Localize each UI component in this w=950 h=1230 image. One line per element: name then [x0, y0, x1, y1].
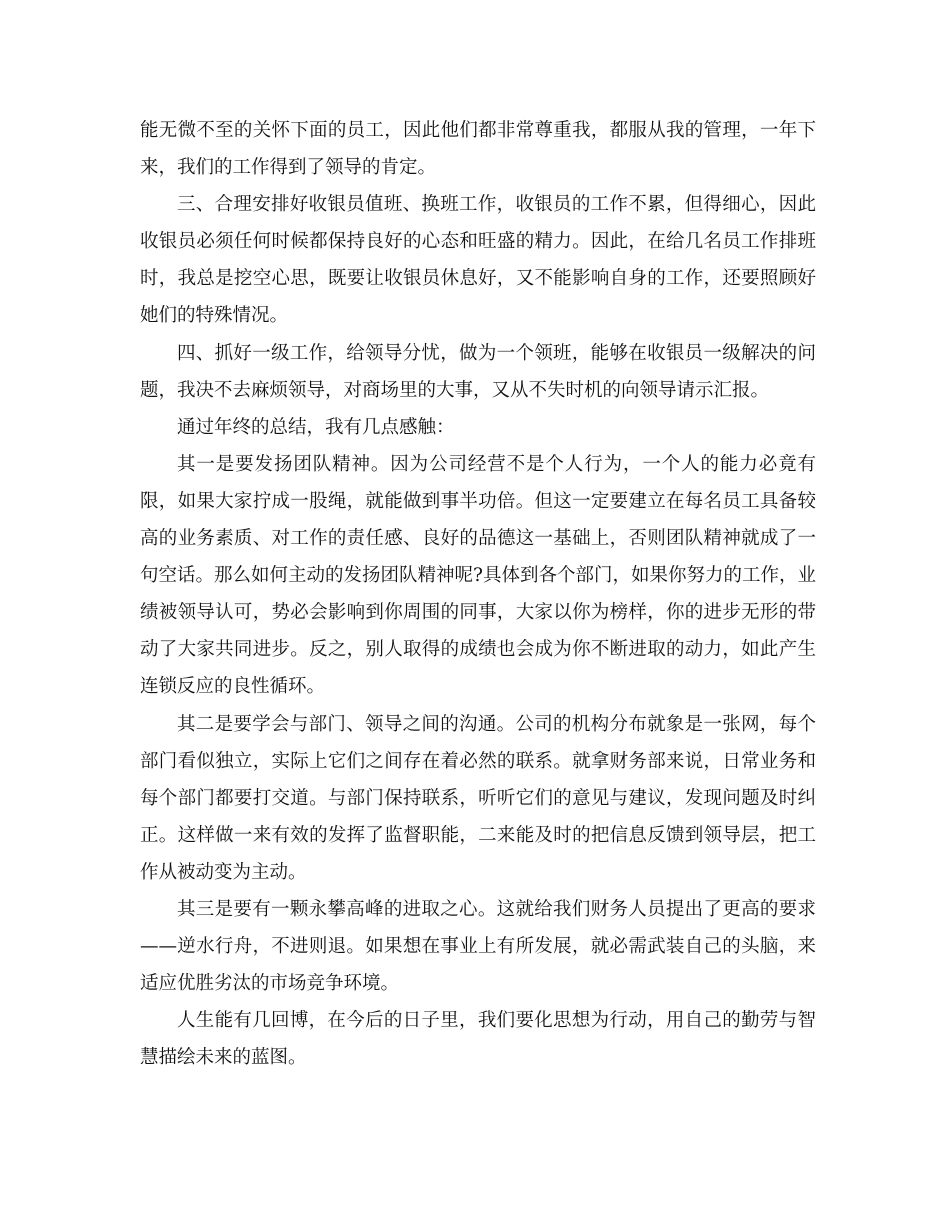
paragraph-closing: 人生能有几回博，在今后的日子里，我们要化思想为行动，用自己的勤劳与智慧描绘未来的蓝图。 — [140, 1010, 816, 1069]
paragraph-point-three: 三、合理安排好收银员值班、换班工作，收银员的工作不累，但得细心，因此收银员必须任何时候都保持良好的心态和旺盛的精力。因此，在给几名员工作排班时，我总是挖空心思，既要让收银员休息好，又不能影响自身的工作，还要照顾好她们的特殊情况。 — [140, 194, 816, 327]
paragraph-continuation: 能无微不至的关怀下面的员工，因此他们都非常尊重我，都服从我的管理，一年下来，我们的工作得到了领导的肯定。 — [140, 120, 816, 179]
paragraph-point-four: 四、抓好一级工作，给领导分忧，做为一个领班，能够在收银员一级解决的问题，我决不去麻烦领导，对商场里的大事，又从不失时机的向领导请示汇报。 — [140, 342, 816, 401]
paragraph-insight-three: 其三是要有一颗永攀高峰的进取之心。这就给我们财务人员提出了更高的要求——逆水行舟，不进则退。如果想在事业上有所发展，就必需武装自己的头脑，来适应优胜劣汰的市场竞争环境。 — [140, 898, 816, 995]
paragraph-summary-intro: 通过年终的总结，我有几点感触： — [177, 416, 455, 438]
document-body — [140, 112, 816, 1076]
paragraph-insight-two: 其二是要学会与部门、领导之间的沟通。公司的机构分布就象是一张网，每个部门看似独立，实际上它们之间存在着必然的联系。就拿财务部来说，日常业务和每个部门都要打交道。与部门保持联系，听听它们的意见与建议，发现问题及时纠正。这样做一来有效的发挥了监督职能，二来能及时的把信息反馈到领导层，把工作从被动变为主动。 — [140, 713, 816, 883]
paragraph-insight-one: 其一是要发扬团队精神。因为公司经营不是个人行为，一个人的能力必竟有限，如果大家拧成一股绳，就能做到事半功倍。但这一定要建立在每名员工具备较高的业务素质、对工作的责任感、良好的品德这一基础上，否则团队精神就成了一句空话。那么如何主动的发扬团队精神呢?具体到各个部门，如果你努力的工作，业绩被领导认可，势必会影响到你周围的同事，大家以你为榜样，你的进步无形的带动了大家共同进步。反之，别人取得的成绩也会成为你不断进取的动力，如此产生连锁反应的良性循环。 — [140, 453, 816, 698]
